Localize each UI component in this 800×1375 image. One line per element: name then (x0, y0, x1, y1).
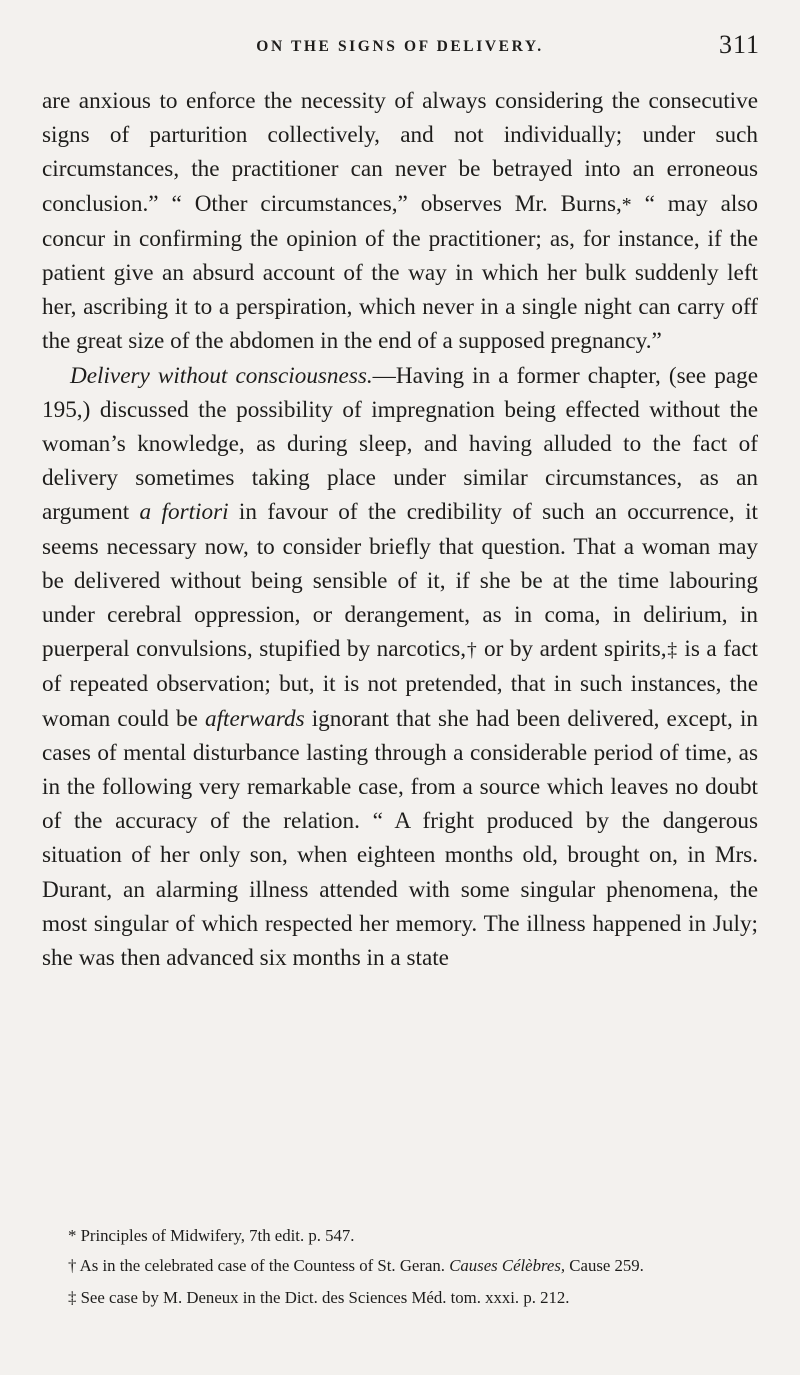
text-run: —Having in a former chapter, (see page 195,) discussed the possibility of impregnation being effected without the woman’s knowledge, as during sleep, and having alluded to the fact of delivery sometimes taking place under similar circumstances, as an argument (42, 362, 758, 526)
footnote-text: See case by M. Deneux in the Dict. des Sciences Méd. tom. xxxi. p. 212. (76, 1288, 570, 1307)
paragraph-heading: Delivery without consciousness. (70, 362, 373, 389)
footnote-italic: Causes Célèbres, (449, 1256, 566, 1275)
footnote-double-dagger (42, 1285, 758, 1311)
running-head (0, 30, 800, 70)
text-run: “ may also concur in confirming the opinion of the practitioner; as, for instance, if the patient give an absurd account of the way in which her bulk suddenly left her, ascribing it to a perspiration, which never in a single night can carry off the great size of the abdomen in the end of a supposed pregnancy.” (42, 190, 758, 355)
text-run: ignorant that she had been delivered, except, in cases of mental disturbance lasting through a considerable period of time, as in the following very remarkable case, from a source which leaves no doubt of the accuracy of the relation. “ A fright produced by the dangerous situation of her only son, when eighteen months old, brought on, in Mrs. Durant, an alarming illness attended with some singular phenomena, the most singular of which respected her memory. The illness happened in July; she was then advanced six months in a state (42, 705, 758, 972)
italic-phrase: a fortiori (139, 499, 229, 526)
footnote-text: Principles of Midwifery, 7th edit. p. 547. (76, 1226, 355, 1245)
text-run: in favour of the credibility of such an occurrence, it seems necessary now, to consider briefly that question. That a woman may be delivered without being sensible of it, if she be at the time labouring under cerebral oppression, or derangement, as in coma, in delirium, in puerperal convulsions, stupified by narcotics, (42, 499, 759, 663)
paragraph-continued (42, 84, 758, 359)
italic-word: afterwards (204, 705, 305, 732)
page-number: 311 (718, 30, 760, 59)
footnote-dagger (42, 1253, 758, 1279)
footnote-mark: * (68, 1226, 77, 1245)
text-run: are anxious to enforce the necessity of always considering the consecutive signs of parturition collectively, and not individually; under such circumstances, the practitioner can never be betrayed into an erroneous conclusion.” “ Other circumstances,” observes Mr. Burns, (42, 88, 758, 217)
footnote-text: As in the celebrated case of the Countess of St. Geran. (76, 1256, 450, 1275)
text-run: is a fact of repeated observation; but, it is not pretended, that in such instances, the woman could be (42, 636, 758, 732)
footnote-mark: † (68, 1256, 77, 1275)
footnote-ref-dagger: † (466, 639, 478, 662)
paragraph-delivery-without-consciousness (42, 359, 758, 976)
footnote-ref-double-dagger: ‡ (666, 639, 678, 662)
footnote-text: Cause 259. (565, 1256, 644, 1275)
footnote-mark: ‡ (68, 1288, 77, 1307)
running-title: ON THE SIGNS OF DELIVERY. (256, 38, 544, 55)
body-text (42, 84, 758, 975)
footnotes (42, 1223, 758, 1315)
footnote-ref-star: * (621, 193, 632, 216)
footnote-star (42, 1223, 758, 1249)
text-run: or by ardent spirits, (477, 636, 667, 663)
